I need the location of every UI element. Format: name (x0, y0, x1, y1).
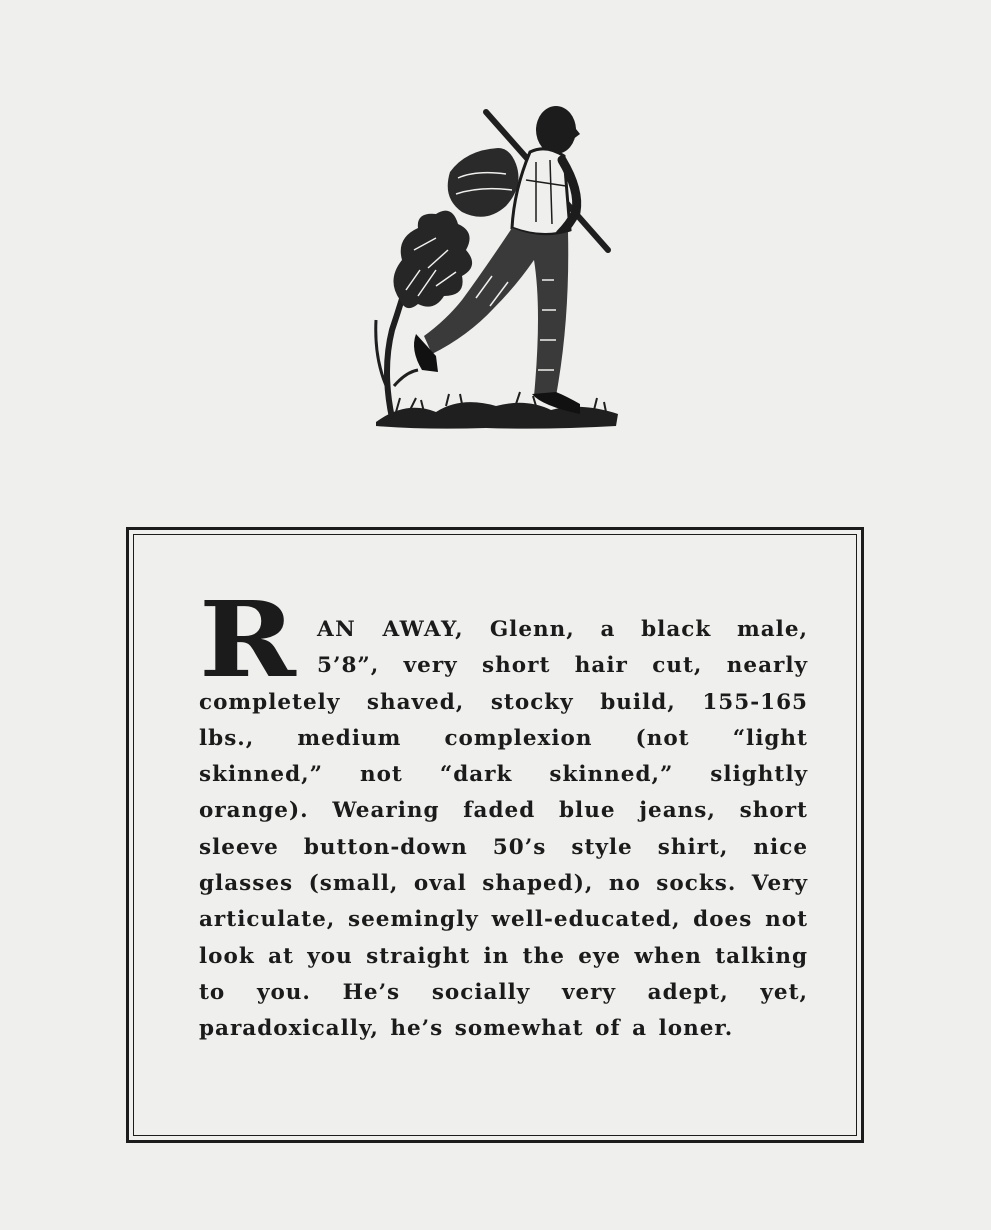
notice-body: Glenn, a black male, 5’8”, very short hair cut, nearly completely shaved, stocky build, 155-165 lbs., medium complexion (not “light skinned,” not “dark skinned,” slightly orange). Wearing faded blue jeans, short sleeve button-down 50’s style shirt, nice glasses (small, oval shaped), no socks. Very articulate, seemingly well-educated, does not look at you straight in the eye when talking to you. He’s socially very adept, yet, paradoxically, he’s somewhat of a loner. (199, 617, 808, 1042)
runaway-figure-woodcut-icon (366, 100, 628, 435)
drop-cap: R (199, 578, 296, 701)
notice-lead: AN AWAY, (317, 617, 465, 642)
runaway-notice-text (199, 578, 808, 1048)
